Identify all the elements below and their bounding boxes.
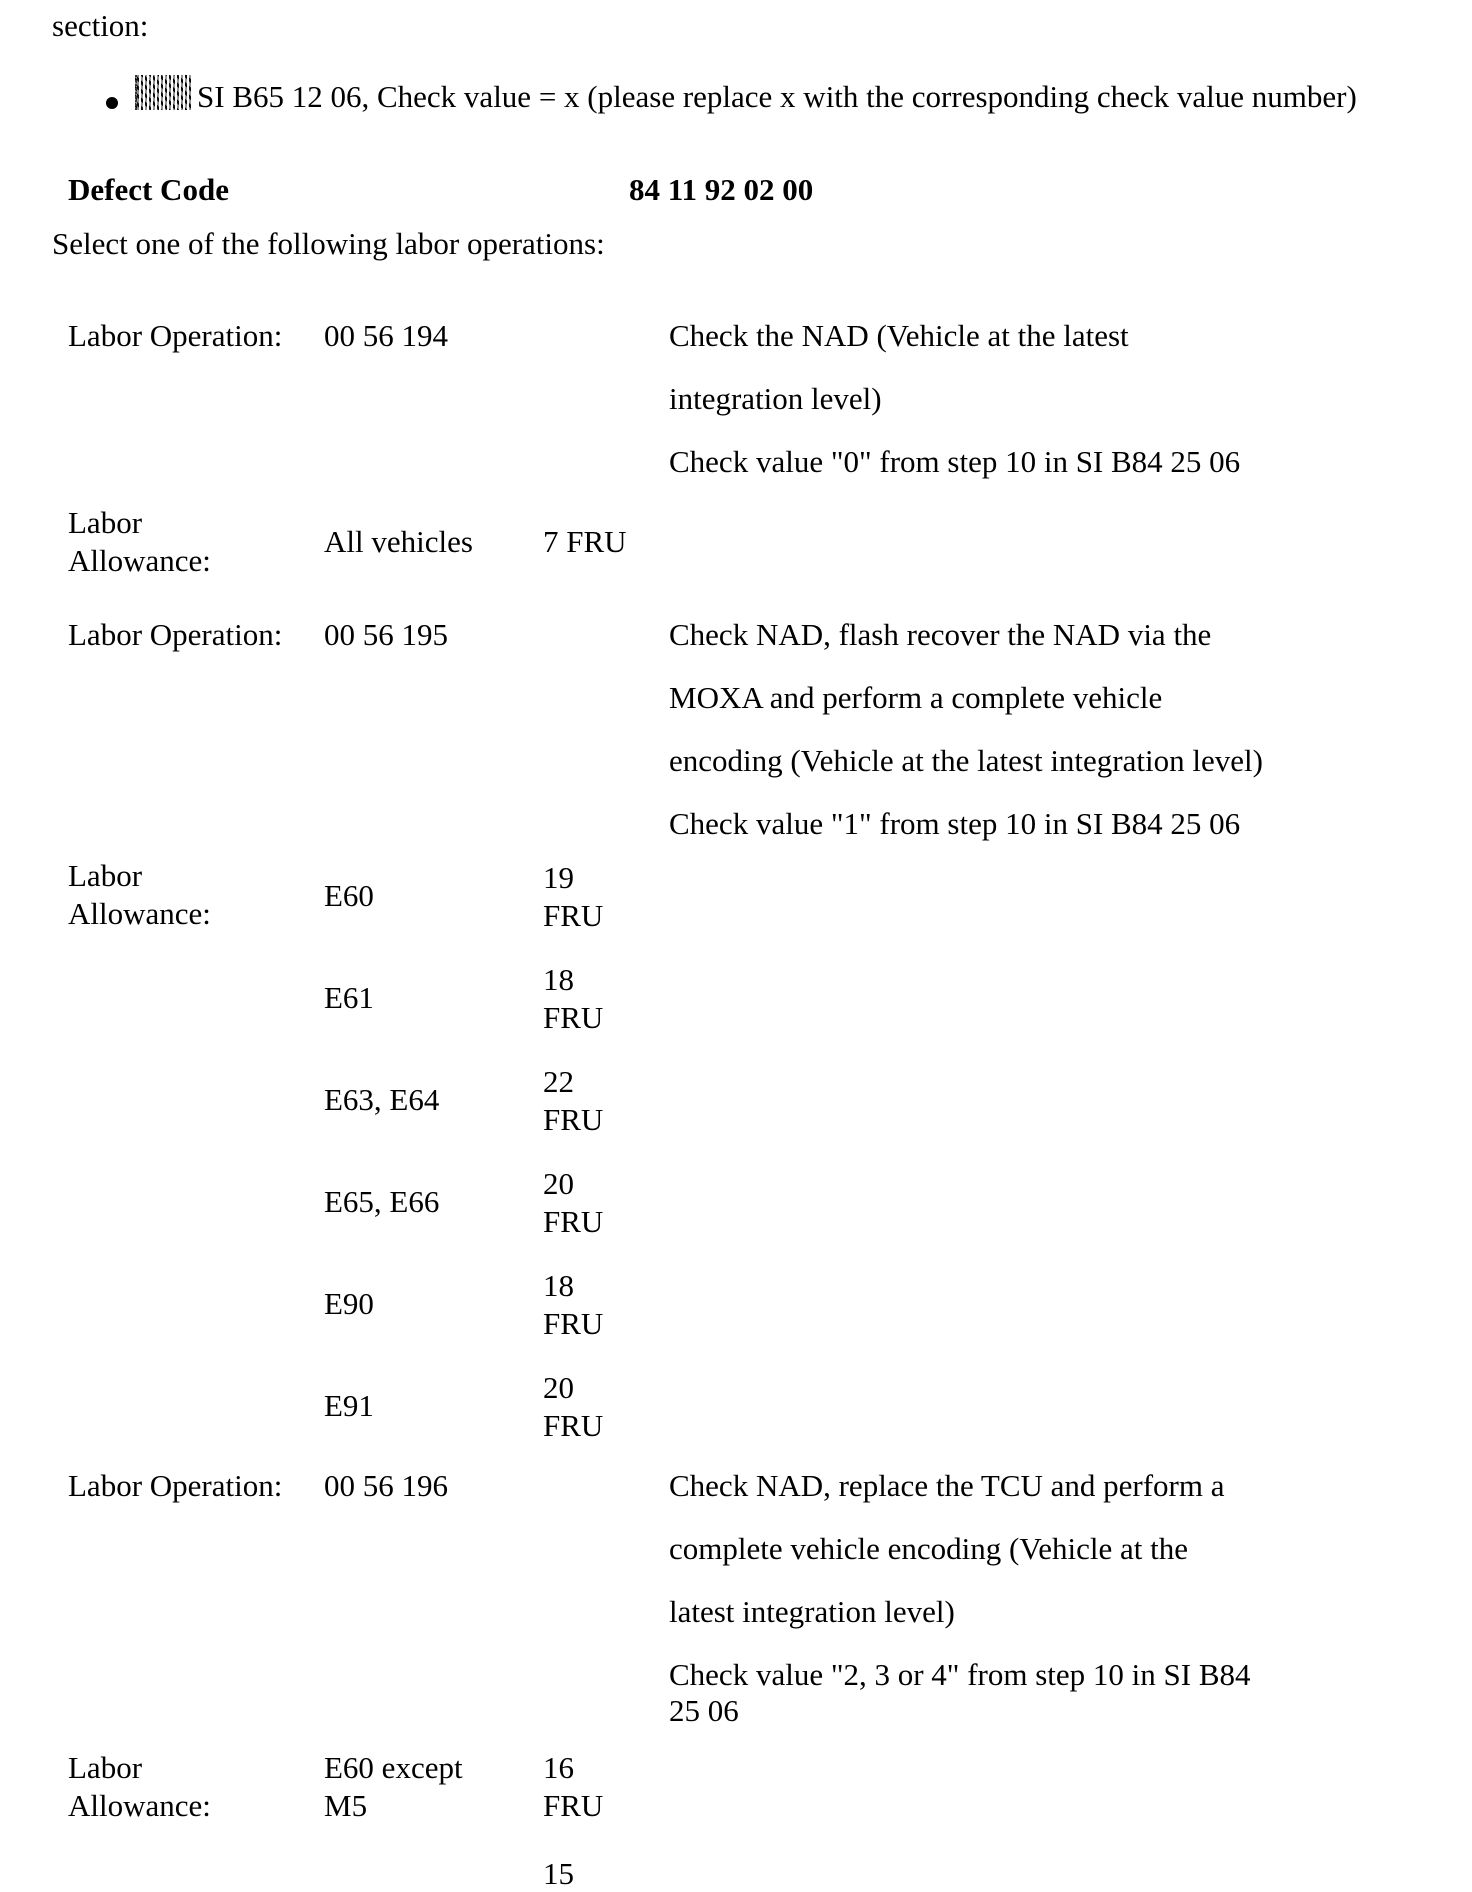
- allowance-fru-unit: FRU: [543, 1000, 604, 1035]
- labor-operation-description-line: 25 06: [669, 1693, 739, 1728]
- allowance-fru-unit: FRU: [543, 1788, 604, 1823]
- labor-operation-description-line: MOXA and perform a complete vehicle: [669, 680, 1163, 715]
- allowance-fru-value: 7 FRU: [543, 524, 627, 559]
- allowance-model: E91: [324, 1388, 374, 1423]
- allowance-model: E90: [324, 1286, 374, 1321]
- labor-allowance-label-line: Labor: [68, 1750, 143, 1785]
- allowance-fru-unit: FRU: [543, 1204, 604, 1239]
- allowance-model: E63, E64: [324, 1082, 440, 1117]
- labor-operation-description-line: Check NAD, replace the TCU and perform a: [669, 1468, 1225, 1503]
- labor-operation-code: 00 56 196: [324, 1468, 448, 1503]
- labor-operation-description-line: Check value "0" from step 10 in SI B84 25 06: [669, 444, 1241, 479]
- allowance-fru-unit: FRU: [543, 898, 604, 933]
- labor-operation-description-line: latest integration level): [669, 1594, 955, 1629]
- labor-operation-description-line: Check value "1" from step 10 in SI B84 25 06: [669, 806, 1241, 841]
- labor-allowance-label-line: Labor: [68, 858, 143, 893]
- labor-operation-description-line: integration level): [669, 381, 882, 416]
- labor-operation-code: 00 56 194: [324, 318, 448, 353]
- allowance-fru-unit: FRU: [543, 1306, 604, 1341]
- labor-allowance-label-line: Allowance:: [68, 1788, 211, 1823]
- allowance-model: E60: [324, 878, 374, 913]
- allowance-fru-value: 18: [543, 962, 574, 997]
- select-instruction-text: Select one of the following labor operations:: [52, 226, 605, 261]
- labor-operation-code: 00 56 195: [324, 617, 448, 652]
- labor-operation-description-line: Check the NAD (Vehicle at the latest: [669, 318, 1129, 353]
- allowance-fru-unit: FRU: [543, 1408, 604, 1443]
- allowance-model: E65, E66: [324, 1184, 440, 1219]
- labor-operation-description-line: complete vehicle encoding (Vehicle at the: [669, 1531, 1189, 1566]
- allowance-fru-value-partial: 15: [543, 1856, 574, 1891]
- bullet-item-text: SI B65 12 06, Check value = x (please replace x with the corresponding check value number): [197, 79, 1357, 114]
- allowance-model-line: E60 except: [324, 1750, 463, 1785]
- labor-operation-description-line: Check NAD, flash recover the NAD via the: [669, 617, 1212, 652]
- allowance-fru-unit: FRU: [543, 1102, 604, 1137]
- allowance-fru-value: 20: [543, 1166, 574, 1201]
- labor-operation-description-line: encoding (Vehicle at the latest integration level): [669, 743, 1263, 778]
- allowance-fru-value: 16: [543, 1750, 574, 1785]
- allowance-model: All vehicles: [324, 524, 473, 559]
- labor-allowance-label-line: Allowance:: [68, 896, 211, 931]
- labor-operation-description-line: Check value "2, 3 or 4" from step 10 in SI B84: [669, 1657, 1251, 1692]
- embedded-image-placeholder-icon: [135, 75, 191, 110]
- labor-operation-label: Labor Operation:: [68, 1468, 283, 1503]
- section-intro-text: section:: [52, 8, 149, 43]
- allowance-fru-value: 18: [543, 1268, 574, 1303]
- labor-operation-label: Labor Operation:: [68, 617, 283, 652]
- bullet-marker-icon: [106, 97, 118, 109]
- defect-code-value: 84 11 92 02 00: [629, 172, 814, 207]
- labor-allowance-label-line: Labor: [68, 505, 143, 540]
- allowance-model-line: M5: [324, 1788, 368, 1823]
- allowance-fru-value: 19: [543, 860, 574, 895]
- allowance-fru-value: 22: [543, 1064, 574, 1099]
- labor-operation-label: Labor Operation:: [68, 318, 283, 353]
- allowance-model: E61: [324, 980, 374, 1015]
- allowance-fru-value: 20: [543, 1370, 574, 1405]
- labor-allowance-label-line: Allowance:: [68, 543, 211, 578]
- defect-code-label: Defect Code: [68, 172, 229, 207]
